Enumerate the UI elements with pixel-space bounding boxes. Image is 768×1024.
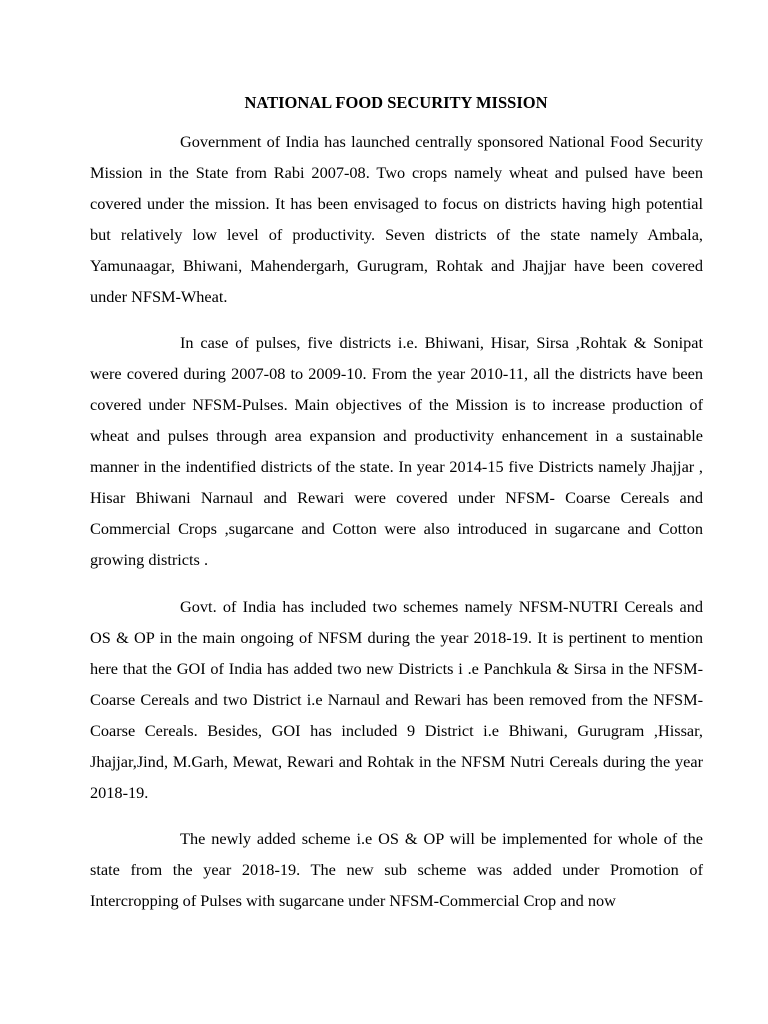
paragraph-4: The newly added scheme i.e OS & OP will be implemented for whole of the state from the year 2018-19. The new sub scheme was added under Promotion of Intercropping of Pulses with sugarcane under NFSM-Commercial Crop and now	[90, 829, 703, 910]
paragraph-3: Govt. of India has included two schemes namely NFSM-NUTRI Cereals and OS & OP in the main ongoing of NFSM during the year 2018-19. It is pertinent to mention here that the GOI of India has added two new Districts i .e Panchkula & Sirsa in the NFSM- Coarse Cereals and two District i.e Narnaul and Rewari has been removed from the NFSM- Coarse Cereals. Besides, GOI has included 9 District i.e Bhiwani, Gurugram ,Hissar, Jhajjar,Jind, M.Garh, Mewat, Rewari and Rohtak in the NFSM Nutri Cereals during the year 2018-19.	[90, 597, 703, 802]
document-title: NATIONAL FOOD SECURITY MISSION	[244, 93, 548, 112]
paragraph-1: Government of India has launched centrally sponsored National Food Security Mission in the State from Rabi 2007-08. Two crops namely wheat and pulsed have been covered under the mission. It has been envisaged to focus on districts having high potential but relatively low level of productivity. Seven districts of the state namely Ambala, Yamunaagar, Bhiwani, Mahendergarh, Gurugram, Rohtak and Jhajjar have been covered under NFSM-Wheat.	[90, 132, 703, 306]
paragraph-2: In case of pulses, five districts i.e. Bhiwani, Hisar, Sirsa ,Rohtak & Sonipat were covered during 2007-08 to 2009-10. From the year 2010-11, all the districts have been covered under NFSM-Pulses. Main objectives of the Mission is to increase production of wheat and pulses through area expansion and productivity enhancement in a sustainable manner in the indentified districts of the state. In year 2014-15 five Districts namely Jhajjar , Hisar Bhiwani Narnaul and Rewari were covered under NFSM- Coarse Cereals and Commercial Crops ,sugarcane and Cotton were also introduced in sugarcane and Cotton growing districts .	[90, 333, 703, 569]
